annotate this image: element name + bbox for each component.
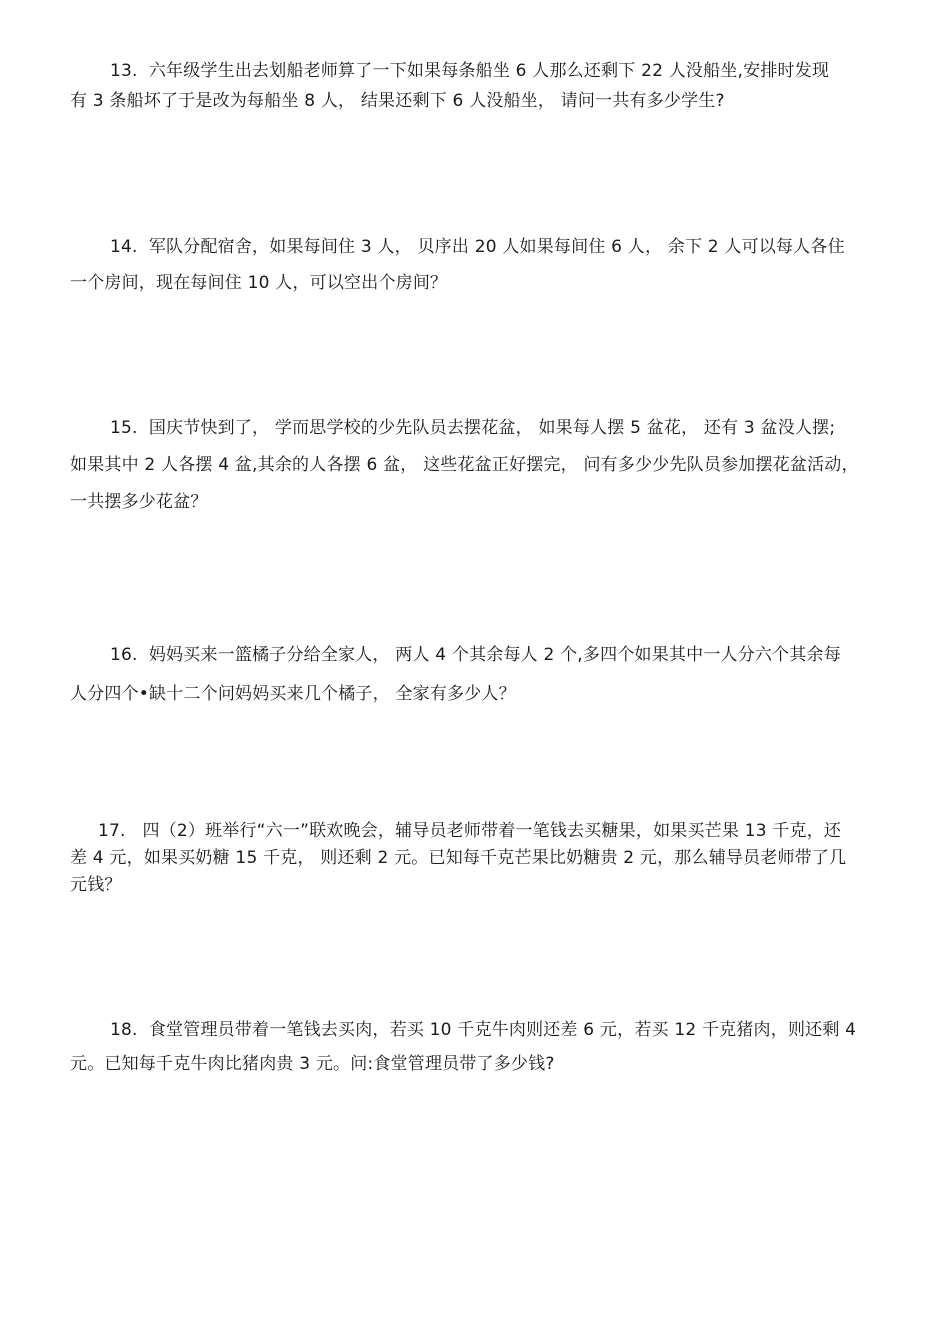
- problem-number: 17.: [98, 821, 126, 841]
- problem-text: 妈妈买来一篮橘子分给全家人， 两人 4 个其余每人 2 个,多四个如果其中一人分六个其余每: [148, 645, 841, 665]
- problem-18: [70, 1013, 912, 1081]
- problem-number: 15.: [110, 418, 138, 438]
- problem-16-line-2: 人分四个•缺十二个问妈妈买来几个橘子， 全家有多少人？: [70, 684, 516, 704]
- problem-number: 18.: [110, 1020, 138, 1040]
- problem-17-line-1: [70, 818, 912, 845]
- problem-text: 军队分配宿舍，如果每间住 3 人， 贝序出 20 人如果每间住 6 人， 余下 2 人可以每人各住: [148, 237, 845, 257]
- problem-18-line-2: 元。已知每千克牛肉比猪肉贵 3 元。问:食堂管理员带了多少钱?: [70, 1054, 555, 1074]
- problem-15-line-3: 一共摆多少花盆？: [70, 492, 208, 512]
- problem-number: 16.: [110, 645, 138, 665]
- problem-13: [70, 56, 912, 116]
- problem-14-line-1: [70, 229, 912, 265]
- problem-18-line-1: [70, 1013, 912, 1047]
- problem-16-line-1: [70, 636, 912, 675]
- problem-15-line-1: [70, 410, 912, 447]
- problem-15-line-2: 如果其中 2 人各摆 4 盆,其余的人各摆 6 盆， 这些花盆正好摆完， 问有多少少先队员参加摆花盆活动，: [70, 455, 859, 475]
- problem-14: [70, 229, 912, 301]
- problem-17: [70, 818, 912, 899]
- problem-text: 国庆节快到了， 学而思学校的少先队员去摆花盆， 如果每人摆 5 盆花， 还有 3 盆没人摆;: [148, 418, 836, 438]
- problem-13-line-1: [70, 56, 912, 86]
- problem-13-line-2: 有 3 条船坏了于是改为每船坐 8 人， 结果还剩下 6 人没船坐， 请问一共有多少学生?: [70, 91, 725, 111]
- problem-text: 六年级学生出去划船老师算了一下如果每条船坐 6 人那么还剩下 22 人没船坐,安排时发现: [148, 61, 830, 81]
- problem-17-line-3: 元钱？: [70, 875, 122, 895]
- problem-number: 14.: [110, 237, 138, 257]
- problem-text: 四（2）班举行“六一”联欢晚会，辅导员老师带着一笔钱去买糖果，如果买芒果 13 千克，还: [142, 821, 842, 841]
- problem-14-line-2: 一个房间，现在每间住 10 人，可以空出个房间？: [70, 273, 448, 293]
- problem-number: 13.: [110, 61, 138, 81]
- problem-15: [70, 410, 912, 521]
- problem-text: 食堂管理员带着一笔钱去买肉，若买 10 千克牛肉则还差 6 元，若买 12 千克猪肉，则还剩 4: [148, 1020, 857, 1040]
- problem-16: [70, 636, 912, 714]
- problem-17-line-2: 差 4 元，如果买奶糖 15 千克， 则还剩 2 元。已知每千克芒果比奶糖贵 2 元，那么辅导员老师带了几: [70, 848, 847, 868]
